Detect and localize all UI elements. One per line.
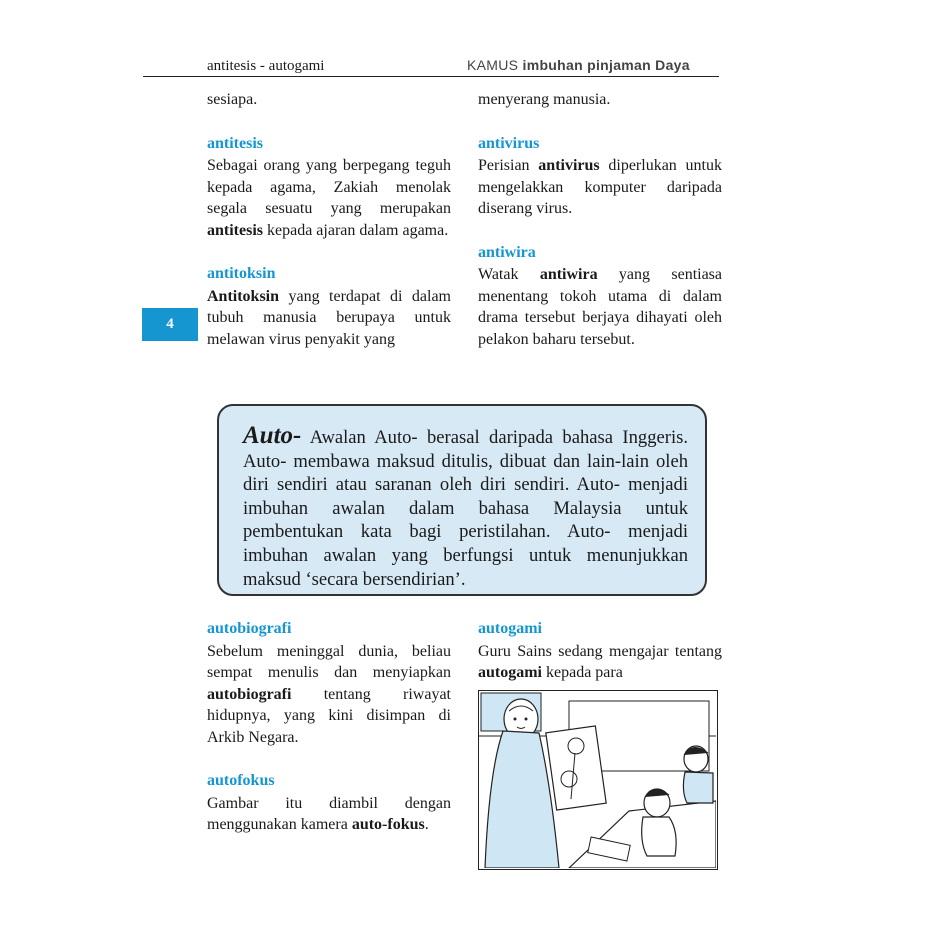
continued-text: sesiapa.: [207, 91, 258, 108]
example-sentence: Antitoksin yang terdapat di dalam tubuh manusia berupaya untuk melawan virus penyakit yang: [207, 287, 451, 348]
flower-poster: [546, 726, 606, 810]
brand-label: KAMUS: [467, 57, 519, 73]
running-head-title: [467, 57, 690, 73]
bold-term: antivirus: [538, 157, 600, 174]
headword: autofokus: [207, 772, 275, 789]
left-column-bottom: [207, 618, 451, 836]
headword: antiwira: [478, 243, 536, 261]
example-sentence: Guru Sains sedang mengajar tentang autogami kepada para: [478, 642, 722, 681]
headword: antitesis: [207, 134, 263, 152]
example-sentence: Perisian antivirus diperlukan untuk mengelakkan komputer daripada diserang virus.: [478, 157, 722, 217]
bold-term: autogami: [478, 664, 542, 681]
prefix-note-text: [243, 424, 688, 591]
headword: autogami: [478, 620, 542, 637]
bold-term: Antitoksin: [207, 287, 280, 305]
prefix-term: Auto-: [243, 422, 302, 449]
classroom-illustration: [478, 690, 718, 870]
example-sentence: Watak antiwira yang sentiasa menentang tokoh utama di dalam drama tersebut berjaya dihayati oleh pelakon baharu tersebut.: [478, 266, 723, 348]
headword: antivirus: [478, 134, 540, 152]
continued-text: menyerang manusia.: [478, 91, 611, 108]
section-tab: 4: [142, 308, 198, 341]
left-column-top: [207, 89, 451, 350]
prefix-description: Awalan Auto- berasal daripada bahasa Inggeris. Auto- membawa maksud ditulis, dibuat dan lain-lain oleh diri sendiri atau saranan oleh diri sendiri. Auto- menjadi imbuhan awalan dalam bahasa Malaysia untuk pembentukan kata bagi peristilahan. Auto- menjadi imbuhan awalan yang berfungsi untuk menunjukkan maksud ‘secara bersendirian’.: [243, 427, 688, 590]
bold-term: auto-fokus: [351, 816, 425, 833]
right-column-bottom: [478, 618, 722, 684]
bold-term: antitesis: [207, 221, 263, 239]
example-sentence: Gambar itu diambil dengan menggunakan kamera auto-fokus.: [207, 794, 451, 833]
example-sentence: Sebagai orang yang berpegang teguh kepada agama, Zakiah menolak segala sesuatu yang merupakan antitesis kepada ajaran dalam agama.: [207, 157, 451, 239]
book-title: imbuhan pinjaman Daya: [522, 57, 690, 73]
header-rule: [143, 76, 719, 77]
bold-term: autobiografi: [207, 685, 292, 703]
example-sentence: Sebelum meninggal dunia, beliau sempat menulis dan menyiapkan autobiografi tentang riwayat hidupnya, yang kini disimpan di Arkib Negara.: [207, 642, 451, 746]
bold-term: antiwira: [539, 266, 598, 283]
headword: autobiografi: [207, 620, 292, 637]
classroom-drawing: [479, 691, 716, 868]
headword: antitoksin: [207, 265, 276, 282]
right-column-top: [478, 89, 722, 350]
running-head-range: antitesis - autogami: [207, 58, 325, 74]
